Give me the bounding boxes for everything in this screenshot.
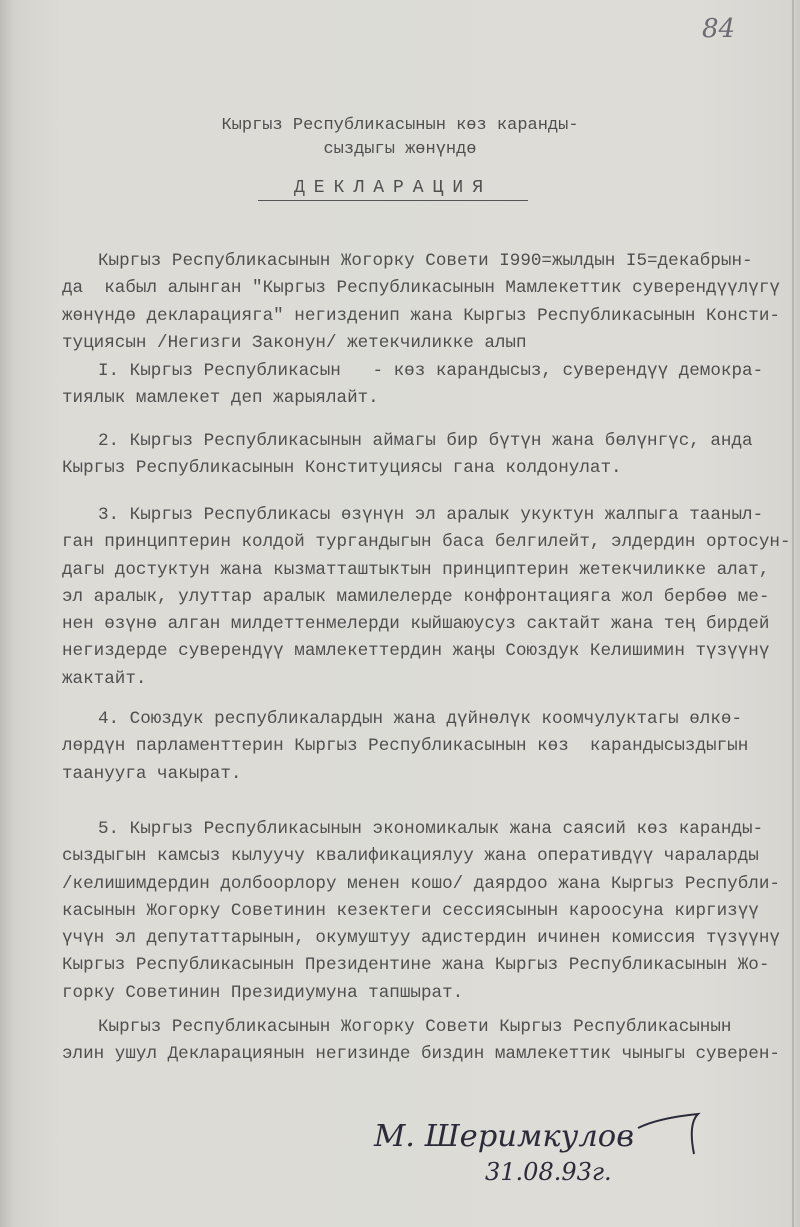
text-line: таанууга чакырат. bbox=[62, 763, 242, 784]
text-line: негиздерде суверендүү мамлекеттердин жаңы Союздук Келишимин түзүүнү bbox=[62, 641, 770, 662]
signature-name: М. Шеримкулов bbox=[372, 1119, 634, 1154]
text-line: элин ушул Декларациянын негизинде биздин мамлекеттик чыныгы суверен- bbox=[62, 1044, 780, 1065]
text-line: эл аралык, улуттар аралык мамилелерде конфронтацияга жол бербөө ме- bbox=[62, 586, 770, 607]
text-line: жөнүндө декларацияга" негизденип жана Кыргыз Республикасынын Консти- bbox=[62, 305, 780, 326]
page-edge bbox=[792, 0, 794, 1227]
paragraph bbox=[62, 706, 782, 788]
paragraph bbox=[62, 248, 782, 357]
paragraph bbox=[62, 816, 782, 1007]
text-line: Кыргыз Республикасынын Конституциясы гана колдонулат. bbox=[62, 458, 622, 479]
text-line: I. Кыргыз Республикасын - көз карандысыз, суверендүү демокра- bbox=[98, 361, 764, 381]
text-line: сыздыгын камсыз кылуучу квалификациялуу жана оперативдүү чараларды bbox=[62, 846, 759, 867]
text-line: дагы достуктун жана кызматташтыктын принциптерин жетекчиликке алат, bbox=[62, 559, 770, 580]
paragraph bbox=[62, 358, 782, 413]
text-line: Кыргыз Республикасынын Жогорку Совети Кыргыз Республикасынын bbox=[98, 1017, 732, 1037]
handwritten-signature bbox=[360, 1090, 720, 1190]
text-line: нен өзүнө алган милдеттенмелерди кыйшаюусуз сактайт жана тең бирдей bbox=[62, 614, 770, 635]
text-line: да кабыл алынган "Кыргыз Республикасынын Мамлекеттик суверендүүлүгү bbox=[62, 278, 780, 299]
paragraph bbox=[62, 428, 782, 483]
text-line: Кыргыз Республикасынын Жогорку Совети I990=жылдын I5=декабрын- bbox=[98, 251, 753, 271]
text-line: 3. Кыргыз Республикасы өзүнүн эл аралык укуктун жалпыга тааныл- bbox=[98, 505, 764, 525]
text-line: 2. Кыргыз Республикасынын аймагы бир бүтүн жана бөлүнгүс, анда bbox=[98, 431, 753, 451]
paragraph bbox=[62, 502, 791, 693]
heading: ДЕКЛАРАЦИЯ bbox=[258, 178, 528, 201]
text-line: /келишимдердин долбоорлору менен кошо/ даярдоо жана Кыргыз Республи- bbox=[62, 873, 780, 894]
text-line: 4. Союздук республикалардын жана дүйнөлүк коомчулуктагы өлкө- bbox=[98, 709, 743, 729]
title-line: сыздыгы жөнүндө bbox=[323, 140, 477, 159]
signature-flourish bbox=[638, 1114, 698, 1154]
paragraph bbox=[62, 1014, 782, 1069]
text-line: горку Советинин Президиумуна тапшырат. bbox=[62, 982, 464, 1003]
text-line: касынын Жогорку Советинин кезектеги сессиясынын кароосуна киргизүү bbox=[62, 900, 759, 921]
text-line: жактайт. bbox=[62, 668, 147, 689]
text-line: лөрдүн парламенттерин Кыргыз Республикасынын көз карандысыздыгын bbox=[62, 736, 749, 757]
title-line: Кыргыз Республикасынын көз каранды- bbox=[221, 116, 579, 135]
text-line: 5. Кыргыз Республикасынын экономикалык жана саясий көз каранды- bbox=[98, 819, 764, 839]
text-line: үчүн эл депутаттарынын, окумуштуу адистердин ичинен комиссия түзүүнү bbox=[62, 928, 780, 949]
text-line: ган принциптерин колдой тургандыгын баса белгилейт, элдердин ортосун- bbox=[62, 532, 791, 553]
text-line: тиялык мамлекет деп жарыялайт. bbox=[62, 388, 379, 409]
page-number: 84 bbox=[702, 14, 736, 44]
signature-date: 31.08.93г. bbox=[485, 1158, 612, 1186]
text-line: туциясын /Негизги Законун/ жетекчиликке алып bbox=[62, 332, 527, 353]
text-line: Кыргыз Республикасынын Президентине жана Кыргыз Республикасынын Жо- bbox=[62, 955, 770, 976]
